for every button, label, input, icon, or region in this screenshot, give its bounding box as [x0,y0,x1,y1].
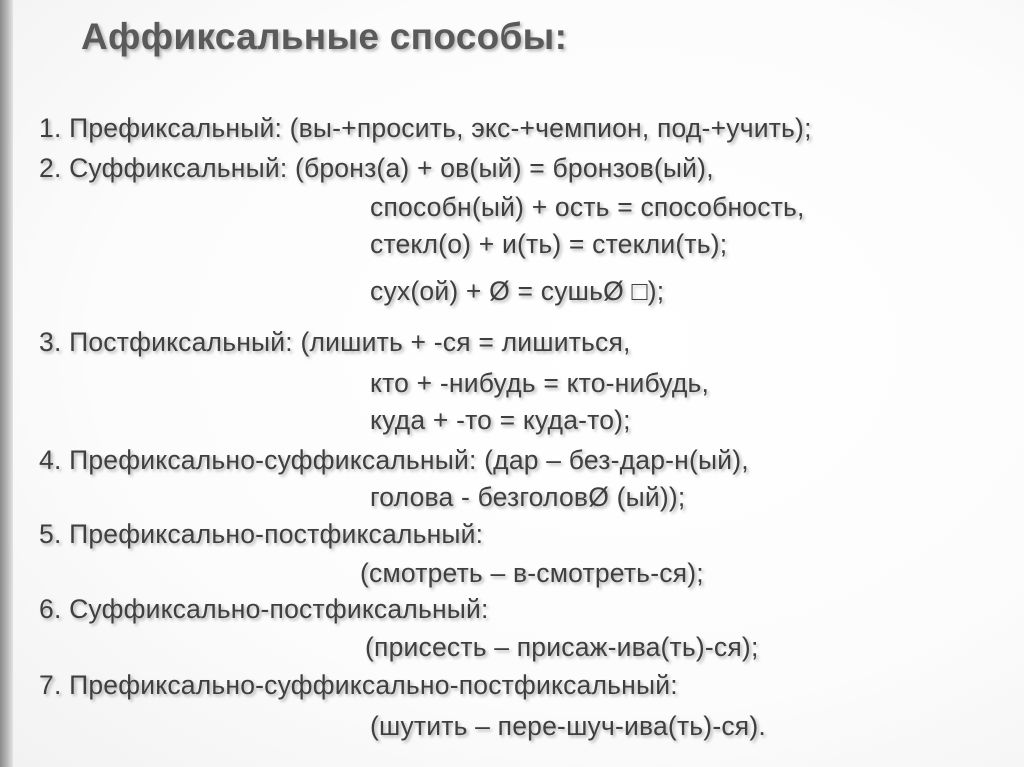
item-5-continuation [360,558,704,589]
item-example: (дар – без-дар-н(ый), [484,445,749,475]
item-term: Префиксально-суффиксальный: [69,445,477,475]
item-6-line [39,594,489,625]
slide [13,0,1024,767]
item-7-line [39,670,678,701]
item-2-continuation [370,276,664,307]
item-term: Префиксально-суффиксально-постфиксальный: [69,670,678,700]
item-2-continuation [370,192,805,223]
item-term: Постфиксальный: [69,327,293,357]
item-7-continuation [370,711,766,742]
item-example: сух(ой) + Ø = сушьØ □); [370,276,665,306]
item-example: (лишить + -ся = лишиться, [300,327,631,357]
item-term: Префиксальный: [69,113,283,143]
item-3-line [39,327,631,358]
item-example: (бронз(а) + ов(ый) = бронзов(ый), [294,153,714,183]
item-number: 3. [39,327,62,357]
item-4-line [39,445,749,476]
item-example: кто + -нибудь = кто-нибудь, [370,368,710,398]
item-example: голова - безголовØ (ый)); [370,482,686,512]
item-example: (шутить – пере-шуч-ива(ть)-ся). [370,711,766,741]
item-1-line [39,113,812,144]
item-term: Суффиксально-постфиксальный: [69,594,489,624]
item-example: (смотреть – в-смотреть-ся); [360,558,704,588]
item-4-continuation [370,482,685,513]
left-edge-bar [0,0,13,767]
item-2-line [39,153,714,184]
item-number: 5. [39,519,62,549]
item-number: 2. [39,153,62,183]
item-3-continuation [370,405,631,436]
item-example: куда + -то = куда-то); [370,405,631,435]
item-5-line [39,519,483,550]
slide-title: Аффиксальные способы: [81,16,568,57]
item-2-continuation [370,229,727,260]
item-3-continuation [370,368,709,399]
item-6-continuation [365,632,759,663]
item-number: 7. [39,670,62,700]
item-example: (вы-+просить, экс-+чемпион, под-+учить); [289,113,812,143]
item-number: 1. [39,113,62,143]
item-term: Суффиксальный: [69,153,288,183]
item-number: 4. [39,445,62,475]
item-example: способн(ый) + ость = способность, [370,192,805,222]
item-example: (присесть – присаж-ива(ть)-ся); [365,632,759,662]
item-number: 6. [39,594,62,624]
item-term: Префиксально-постфиксальный: [69,519,484,549]
item-example: стекл(о) + и(ть) = стекли(ть); [370,229,728,259]
